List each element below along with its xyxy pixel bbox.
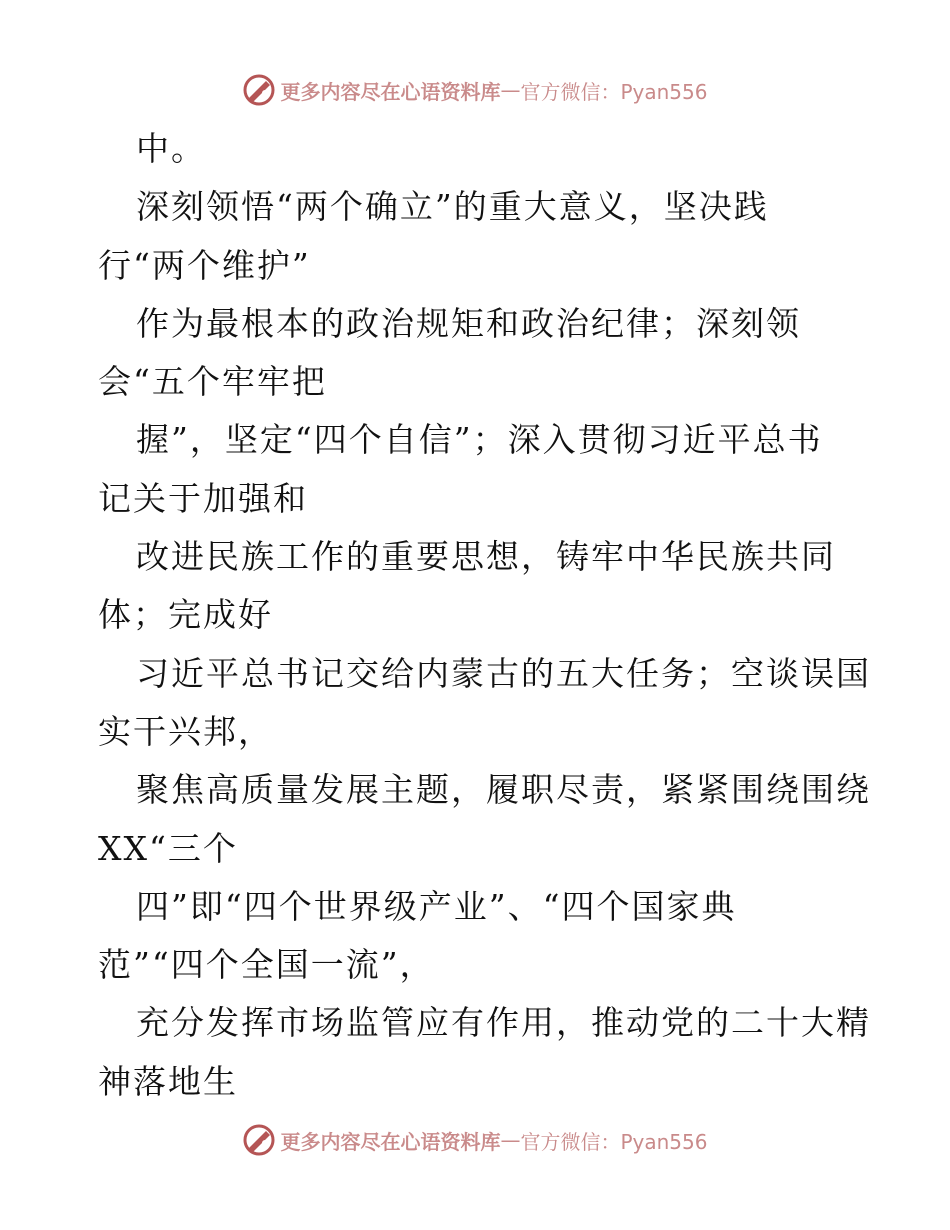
body-line: 记关于加强和 bbox=[98, 478, 308, 518]
pen-seal-icon bbox=[242, 1123, 276, 1157]
body-line: 握”，坚定“四个自信”；深入贯彻习近平总书 bbox=[136, 420, 823, 460]
body-line: 中。 bbox=[136, 129, 206, 168]
body-line: 聚焦高质量发展主题，履职尽责，紧紧围绕围绕 bbox=[136, 770, 871, 810]
document-body bbox=[98, 120, 871, 1111]
footer-watermark bbox=[0, 1120, 950, 1160]
header-watermark bbox=[0, 70, 950, 110]
body-line: 深刻领悟“两个确立”的重大意义，坚决践 bbox=[136, 187, 769, 227]
body-line: 充分发挥市场监管应有作用，推动党的二十大精 bbox=[136, 1003, 871, 1043]
watermark-text: 更多内容尽在心语资料库 bbox=[280, 79, 501, 104]
pen-seal-icon bbox=[242, 73, 276, 107]
body-line: 范”“四个全国一流”， bbox=[98, 945, 435, 985]
watermark-dash: — bbox=[500, 1128, 521, 1152]
body-line: 会“五个牢牢把 bbox=[98, 362, 327, 402]
body-line: 行“两个维护” bbox=[98, 245, 311, 285]
watermark-text: 更多内容尽在心语资料库 bbox=[280, 1129, 501, 1154]
body-line: 四”即“四个世界级产业”、“四个国家典 bbox=[136, 886, 737, 926]
body-line: 神落地生 bbox=[98, 1061, 238, 1101]
watermark-dash: — bbox=[500, 78, 521, 102]
body-line: 改进民族工作的重要思想，铸牢中华民族共同 bbox=[136, 537, 836, 577]
watermark-contact: 官方微信：Pyan556 bbox=[520, 1129, 708, 1154]
body-line: 习近平总书记交给内蒙古的五大任务；空谈误国 bbox=[136, 653, 871, 693]
body-line: 体；完成好 bbox=[98, 595, 273, 635]
body-line: 实干兴邦， bbox=[98, 711, 273, 751]
body-line: XX“三个 bbox=[98, 828, 238, 868]
body-line: 作为最根本的政治规矩和政治纪律；深刻领 bbox=[136, 303, 801, 343]
watermark-contact: 官方微信：Pyan556 bbox=[520, 79, 708, 104]
